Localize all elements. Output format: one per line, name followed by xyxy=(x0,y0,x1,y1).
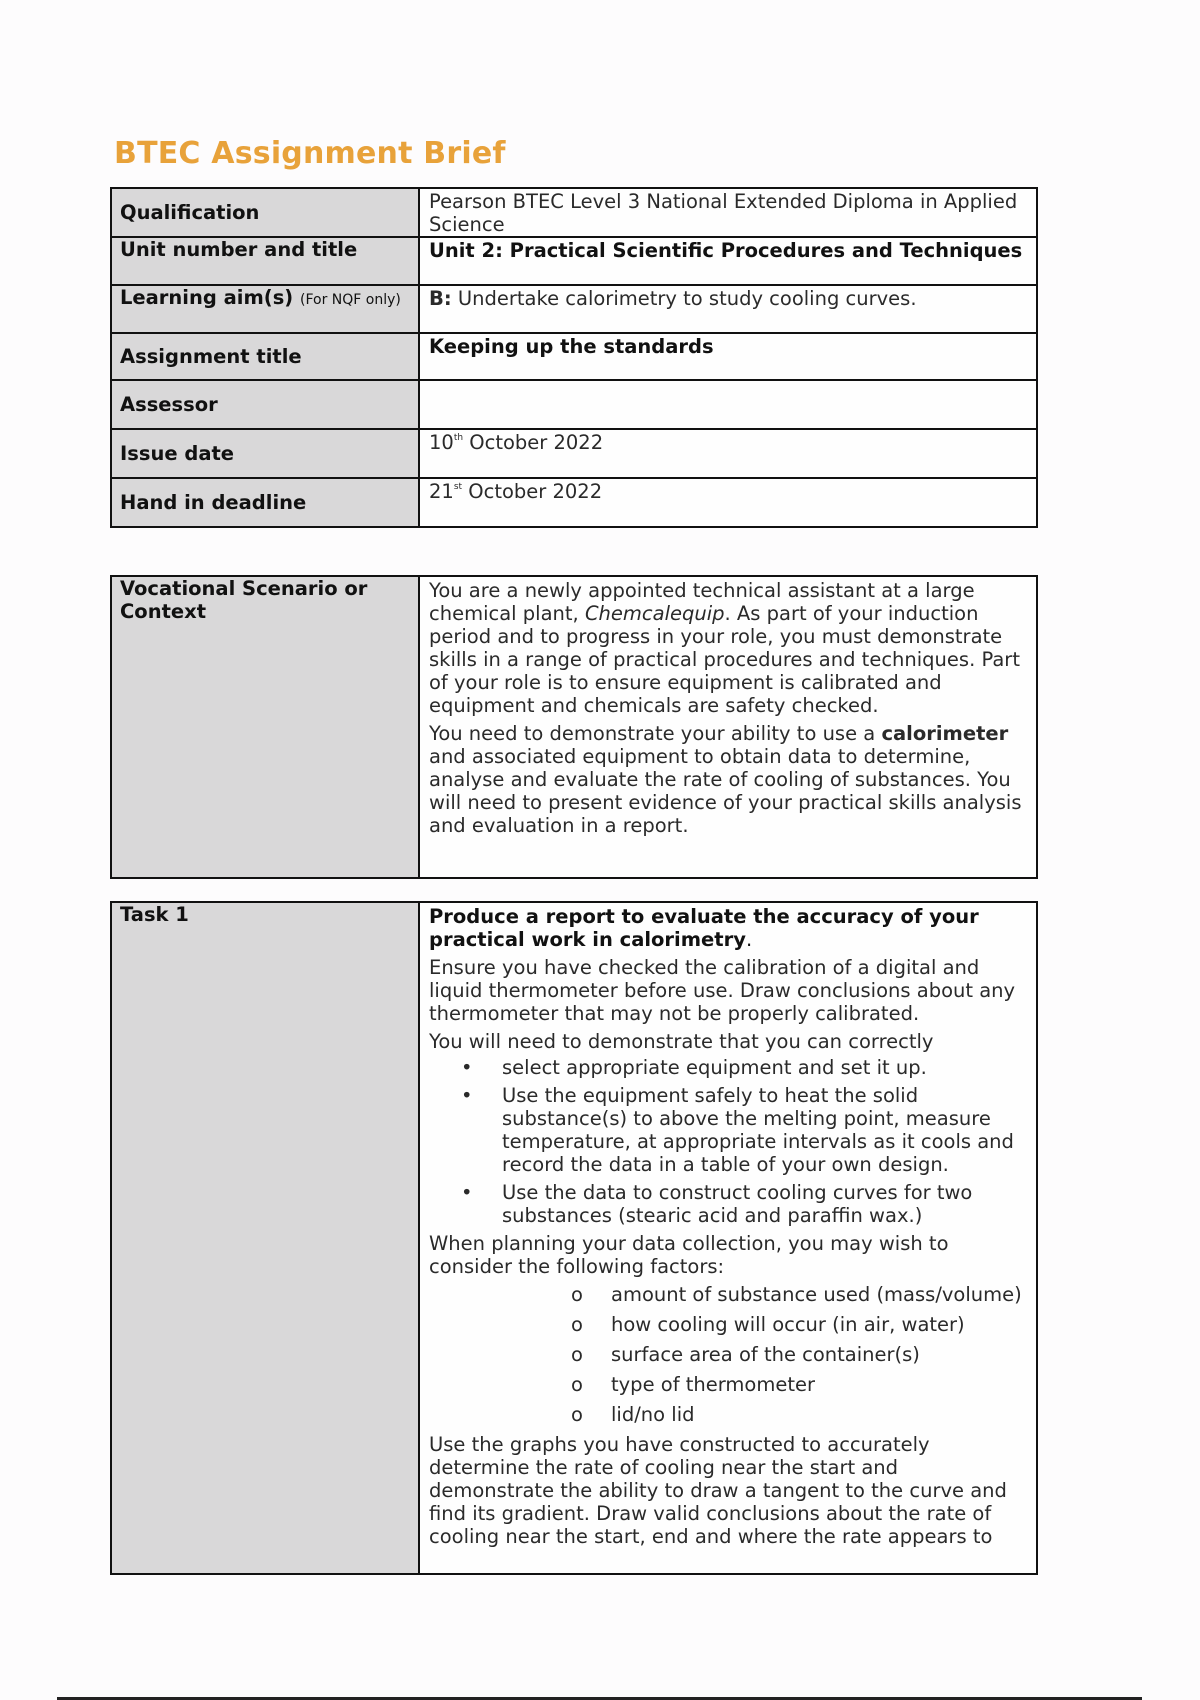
deadline-label: Hand in deadline xyxy=(111,478,419,527)
issue-date-value xyxy=(419,429,1037,478)
row-learning-aim xyxy=(111,285,1037,333)
list-item xyxy=(429,1084,1028,1176)
scenario-table xyxy=(110,575,1038,879)
list-item xyxy=(429,1056,1028,1079)
issue-date-label: Issue date xyxy=(111,429,419,478)
factor-text: how cooling will occur (in air, water) xyxy=(611,1313,965,1336)
scenario-p2-text-end: and associated equipment to obtain data to determine, analyse and evaluate the rate of cooling of substances. You will need to present evidence of your practical skills analysis and evaluation in a report. xyxy=(429,745,1022,837)
row-task-1 xyxy=(111,902,1037,1574)
row-deadline xyxy=(111,478,1037,527)
assessor-label: Assessor xyxy=(111,380,419,429)
assignment-title-value: Keeping up the standards xyxy=(419,333,1037,380)
learning-aim-label-cell xyxy=(111,285,419,333)
deadline-suffix: st xyxy=(453,482,463,492)
bullet-icon: • xyxy=(461,1181,473,1204)
calibration-paragraph: Ensure you have checked the calibration of a digital and liquid thermometer before use. Draw conclusions about any thermometer that may not be properly calibrated. xyxy=(429,956,1016,1025)
demonstrate-intro: You will need to demonstrate that you can correctly xyxy=(429,1030,934,1053)
assignment-details-table xyxy=(110,187,1038,528)
row-assessor xyxy=(111,380,1037,429)
task-1-heading xyxy=(429,905,1028,951)
row-unit xyxy=(111,237,1037,285)
assessor-value xyxy=(419,380,1037,429)
deadline-day: 21 xyxy=(429,480,454,503)
task-1-label: Task 1 xyxy=(111,902,419,1574)
scenario-p1-text-end: . As part of your induction period and to progress in your role, you must demonstrate skills in a range of practical procedures and techniques. Part of your role is to ensure equipment is calibrated and equipment and chemicals are safety checked. xyxy=(429,602,1020,717)
list-item xyxy=(429,1313,1028,1337)
scenario-paragraph-2 xyxy=(429,722,1028,837)
factor-text: surface area of the container(s) xyxy=(611,1343,920,1366)
deadline-rest: October 2022 xyxy=(462,480,603,503)
row-scenario xyxy=(111,576,1037,878)
calorimeter-term: calorimeter xyxy=(881,722,1009,745)
learning-aim-prefix: B: xyxy=(429,287,452,310)
scenario-p2-text: You need to demonstrate your ability to use a xyxy=(429,722,882,745)
learning-aim-value-cell xyxy=(419,285,1037,333)
task-1-content xyxy=(419,902,1037,1574)
learning-aim-note: (For NQF only) xyxy=(300,292,401,308)
list-item-text: select appropriate equipment and set it up. xyxy=(502,1056,927,1079)
unit-value: Unit 2: Practical Scientific Procedures and Techniques xyxy=(419,237,1037,285)
document-title: BTEC Assignment Brief xyxy=(114,136,506,171)
bullet-icon: • xyxy=(461,1056,473,1079)
assignment-title-label: Assignment title xyxy=(111,333,419,380)
graphs-paragraph: Use the graphs you have constructed to accurately determine the rate of cooling near the start and demonstrate the ability to draw a tangent to the curve and find its gradient. Draw valid conclusions about the rate of cooling near the start, end and where the rate appears to xyxy=(429,1433,1007,1548)
circle-bullet-icon: o xyxy=(571,1313,583,1336)
task-1-heading-period: . xyxy=(745,928,753,951)
list-item-text: Use the equipment safely to heat the solid substance(s) to above the melting point, measure temperature, at appropriate intervals as it cools and record the data in a table of your own design. xyxy=(502,1084,1014,1176)
learning-aim-label: Learning aim(s) xyxy=(120,286,294,309)
scenario-text xyxy=(419,576,1037,878)
list-item xyxy=(429,1283,1028,1307)
list-item xyxy=(429,1181,1028,1227)
issue-date-day: 10 xyxy=(429,431,454,454)
list-item xyxy=(429,1343,1028,1367)
factors-list xyxy=(429,1283,1028,1427)
factor-text: type of thermometer xyxy=(611,1373,816,1396)
scenario-p1-text: You are a newly appointed technical assistant at a large chemical plant, xyxy=(429,579,975,625)
skills-list xyxy=(429,1056,1028,1227)
deadline-value xyxy=(419,478,1037,527)
planning-intro: When planning your data collection, you may wish to consider the following factors: xyxy=(429,1232,949,1278)
qualification-value: Pearson BTEC Level 3 National Extended Diploma in Applied Science xyxy=(419,188,1037,237)
factor-text: amount of substance used (mass/volume) xyxy=(611,1283,1022,1306)
company-name: Chemcalequip xyxy=(584,602,725,625)
list-item-text: Use the data to construct cooling curves for two substances (stearic acid and paraffin wax.) xyxy=(502,1181,973,1227)
issue-date-suffix: th xyxy=(453,433,464,443)
scenario-label: Vocational Scenario or Context xyxy=(111,576,419,878)
row-issue-date xyxy=(111,429,1037,478)
scenario-paragraph-1 xyxy=(429,579,1028,717)
task-1-heading-text: Produce a report to evaluate the accuracy of your practical work in calorimetry xyxy=(429,905,979,951)
learning-aim-value: Undertake calorimetry to study cooling curves. xyxy=(451,287,917,310)
circle-bullet-icon: o xyxy=(571,1343,583,1366)
list-item xyxy=(429,1403,1028,1427)
task-table xyxy=(110,901,1038,1575)
bullet-icon: • xyxy=(461,1084,473,1107)
unit-label: Unit number and title xyxy=(111,237,419,285)
list-item xyxy=(429,1373,1028,1397)
issue-date-rest: October 2022 xyxy=(463,431,604,454)
factor-text: lid/no lid xyxy=(611,1403,695,1426)
row-qualification xyxy=(111,188,1037,237)
circle-bullet-icon: o xyxy=(571,1403,583,1426)
circle-bullet-icon: o xyxy=(571,1283,583,1306)
qualification-label: Qualification xyxy=(111,188,419,237)
circle-bullet-icon: o xyxy=(571,1373,583,1396)
row-assignment-title xyxy=(111,333,1037,380)
